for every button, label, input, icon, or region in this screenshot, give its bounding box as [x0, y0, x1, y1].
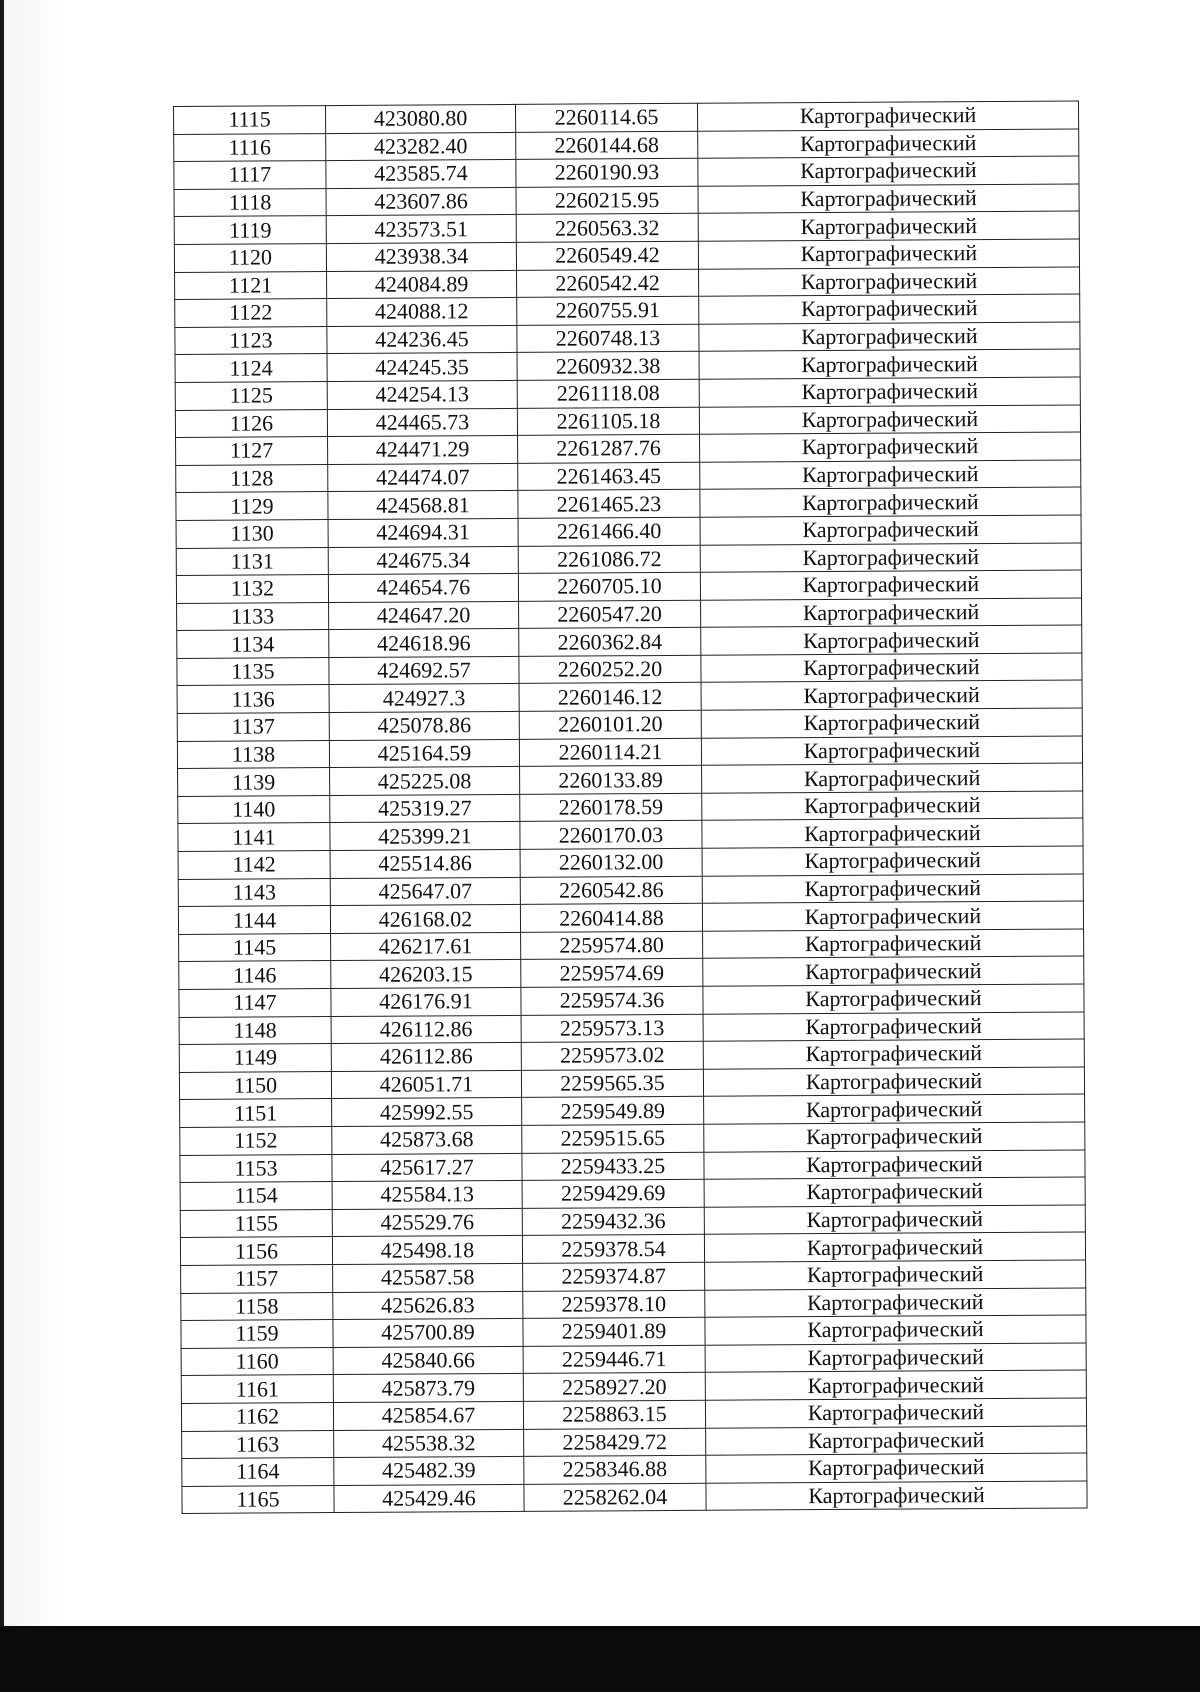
- point-number-cell: 1147: [179, 989, 331, 1018]
- method-cell: Картографический: [697, 101, 1078, 131]
- method-cell: Картографический: [700, 515, 1081, 545]
- x-coordinate-cell: 424471.29: [328, 436, 518, 465]
- scan-left-margin: [4, 0, 58, 1626]
- method-cell: Картографический: [704, 1094, 1085, 1124]
- x-coordinate-cell: 424694.31: [328, 518, 518, 547]
- x-coordinate-cell: 423938.34: [326, 242, 516, 271]
- point-number-cell: 1157: [181, 1264, 333, 1293]
- point-number-cell: 1148: [179, 1016, 331, 1045]
- point-number-cell: 1133: [177, 602, 329, 631]
- point-number-cell: 1121: [175, 271, 327, 300]
- x-coordinate-cell: 425626.83: [333, 1291, 523, 1320]
- y-coordinate-cell: 2259549.89: [522, 1097, 704, 1126]
- y-coordinate-cell: 2259432.36: [522, 1207, 704, 1236]
- y-coordinate-cell: 2260563.32: [516, 214, 698, 243]
- x-coordinate-cell: 425992.55: [332, 1098, 522, 1127]
- point-number-cell: 1122: [175, 299, 327, 328]
- y-coordinate-cell: 2260542.42: [517, 269, 699, 298]
- y-coordinate-cell: 2258262.04: [524, 1483, 706, 1512]
- y-coordinate-cell: 2259573.13: [521, 1014, 703, 1043]
- method-cell: Картографический: [699, 377, 1080, 407]
- method-cell: Картографический: [699, 349, 1080, 379]
- method-cell: Картографический: [698, 184, 1079, 214]
- point-number-cell: 1130: [176, 519, 328, 548]
- x-coordinate-cell: 424084.89: [327, 270, 517, 299]
- y-coordinate-cell: 2260146.12: [519, 683, 701, 712]
- x-coordinate-cell: 425584.13: [332, 1181, 522, 1210]
- point-number-cell: 1127: [176, 437, 328, 466]
- method-cell: Картографический: [702, 763, 1083, 793]
- x-coordinate-cell: 426217.61: [331, 932, 521, 961]
- point-number-cell: 1144: [178, 906, 330, 935]
- point-number-cell: 1115: [174, 106, 326, 135]
- point-number-cell: 1128: [176, 464, 328, 493]
- x-coordinate-cell: 423080.80: [326, 104, 516, 133]
- point-number-cell: 1123: [175, 326, 327, 355]
- x-coordinate-cell: 425873.79: [333, 1374, 523, 1403]
- method-cell: Картографический: [704, 1177, 1085, 1207]
- method-cell: Картографический: [703, 1012, 1084, 1042]
- x-coordinate-cell: 425225.08: [330, 767, 520, 796]
- method-cell: Картографический: [702, 818, 1083, 848]
- method-cell: Картографический: [703, 929, 1084, 959]
- y-coordinate-cell: 2259374.87: [523, 1262, 705, 1291]
- point-number-cell: 1153: [180, 1154, 332, 1183]
- x-coordinate-cell: 424647.20: [329, 601, 519, 630]
- point-number-cell: 1156: [180, 1237, 332, 1266]
- point-number-cell: 1154: [180, 1182, 332, 1211]
- point-number-cell: 1125: [175, 382, 327, 411]
- y-coordinate-cell: 2260101.20: [519, 710, 701, 739]
- y-coordinate-cell: 2259565.35: [521, 1069, 703, 1098]
- y-coordinate-cell: 2260178.59: [520, 793, 702, 822]
- point-number-cell: 1118: [174, 188, 326, 217]
- point-number-cell: 1149: [179, 1044, 331, 1073]
- x-coordinate-cell: 425873.68: [332, 1125, 522, 1154]
- point-number-cell: 1140: [178, 795, 330, 824]
- y-coordinate-cell: 2260362.84: [519, 628, 701, 657]
- method-cell: Картографический: [705, 1315, 1086, 1345]
- point-number-cell: 1124: [175, 354, 327, 383]
- x-coordinate-cell: 423607.86: [326, 187, 516, 216]
- method-cell: Картографический: [705, 1398, 1086, 1428]
- x-coordinate-cell: 425164.59: [329, 739, 519, 768]
- point-number-cell: 1134: [177, 630, 329, 659]
- y-coordinate-cell: 2260932.38: [517, 352, 699, 381]
- x-coordinate-cell: 424245.35: [327, 353, 517, 382]
- x-coordinate-cell: 425078.86: [329, 711, 519, 740]
- point-number-cell: 1139: [178, 768, 330, 797]
- x-coordinate-cell: 425429.46: [334, 1484, 524, 1513]
- y-coordinate-cell: 2260114.65: [515, 103, 697, 132]
- point-number-cell: 1161: [181, 1375, 333, 1404]
- y-coordinate-cell: 2260705.10: [518, 572, 700, 601]
- x-coordinate-cell: 424088.12: [327, 298, 517, 327]
- y-coordinate-cell: 2260133.89: [520, 766, 702, 795]
- point-number-cell: 1119: [174, 216, 326, 245]
- x-coordinate-cell: 425587.58: [333, 1263, 523, 1292]
- y-coordinate-cell: 2258429.72: [524, 1428, 706, 1457]
- method-cell: Картографический: [700, 432, 1081, 462]
- y-coordinate-cell: 2260114.21: [519, 738, 701, 767]
- method-cell: Картографический: [701, 625, 1082, 655]
- method-cell: Картографический: [704, 1232, 1085, 1262]
- method-cell: Картографический: [704, 1205, 1085, 1235]
- y-coordinate-cell: 2259433.25: [522, 1152, 704, 1181]
- table-row: [182, 1481, 1087, 1514]
- y-coordinate-cell: 2260132.00: [520, 848, 702, 877]
- method-cell: Картографический: [701, 708, 1082, 738]
- y-coordinate-cell: 2261105.18: [517, 407, 699, 436]
- point-number-cell: 1164: [182, 1458, 334, 1487]
- method-cell: Картографический: [704, 1122, 1085, 1152]
- x-coordinate-cell: 425498.18: [332, 1236, 522, 1265]
- method-cell: Картографический: [702, 846, 1083, 876]
- method-cell: Картографический: [701, 598, 1082, 628]
- x-coordinate-cell: 426112.86: [331, 1015, 521, 1044]
- y-coordinate-cell: 2258346.88: [524, 1455, 706, 1484]
- document-page: [173, 102, 1079, 1514]
- method-cell: Картографический: [703, 956, 1084, 986]
- method-cell: Картографический: [698, 156, 1079, 186]
- method-cell: Картографический: [704, 1150, 1085, 1180]
- point-number-cell: 1142: [178, 851, 330, 880]
- x-coordinate-cell: 426203.15: [331, 960, 521, 989]
- x-coordinate-cell: 424474.07: [328, 463, 518, 492]
- point-number-cell: 1129: [176, 492, 328, 521]
- point-number-cell: 1163: [182, 1430, 334, 1459]
- point-number-cell: 1131: [176, 547, 328, 576]
- x-coordinate-cell: 423573.51: [326, 215, 516, 244]
- x-coordinate-cell: 425538.32: [334, 1429, 524, 1458]
- y-coordinate-cell: 2259429.69: [522, 1179, 704, 1208]
- x-coordinate-cell: 424675.34: [328, 546, 518, 575]
- method-cell: Картографический: [703, 1067, 1084, 1097]
- method-cell: Картографический: [701, 653, 1082, 683]
- x-coordinate-cell: 425854.67: [333, 1401, 523, 1430]
- y-coordinate-cell: 2261465.23: [518, 490, 700, 519]
- point-number-cell: 1137: [177, 713, 329, 742]
- x-coordinate-cell: 424618.96: [329, 629, 519, 658]
- method-cell: Картографический: [703, 984, 1084, 1014]
- method-cell: Картографический: [706, 1481, 1087, 1511]
- x-coordinate-cell: 425482.39: [334, 1456, 524, 1485]
- method-cell: Картографический: [702, 901, 1083, 931]
- x-coordinate-cell: 425840.66: [333, 1346, 523, 1375]
- method-cell: Картографический: [705, 1370, 1086, 1400]
- method-cell: Картографический: [698, 239, 1079, 269]
- x-coordinate-cell: 424465.73: [327, 408, 517, 437]
- y-coordinate-cell: 2259378.54: [522, 1235, 704, 1264]
- point-number-cell: 1135: [177, 657, 329, 686]
- x-coordinate-cell: 425617.27: [332, 1153, 522, 1182]
- x-coordinate-cell: 424927.3: [329, 684, 519, 713]
- method-cell: Картографический: [701, 736, 1082, 766]
- point-number-cell: 1143: [178, 878, 330, 907]
- point-number-cell: 1120: [174, 244, 326, 273]
- y-coordinate-cell: 2260542.86: [520, 876, 702, 905]
- method-cell: Картографический: [699, 267, 1080, 297]
- point-number-cell: 1150: [179, 1071, 331, 1100]
- point-number-cell: 1151: [180, 1099, 332, 1128]
- point-number-cell: 1136: [177, 685, 329, 714]
- y-coordinate-cell: 2259401.89: [523, 1317, 705, 1346]
- x-coordinate-cell: 425700.89: [333, 1319, 523, 1348]
- y-coordinate-cell: 2260190.93: [516, 158, 698, 187]
- x-coordinate-cell: 424236.45: [327, 325, 517, 354]
- y-coordinate-cell: 2261086.72: [518, 545, 700, 574]
- coordinates-table-body: [174, 101, 1088, 1514]
- y-coordinate-cell: 2260549.42: [516, 241, 698, 270]
- x-coordinate-cell: 426051.71: [331, 1070, 521, 1099]
- method-cell: Картографический: [699, 322, 1080, 352]
- y-coordinate-cell: 2261287.76: [518, 434, 700, 463]
- x-coordinate-cell: 425529.76: [332, 1208, 522, 1237]
- x-coordinate-cell: 425319.27: [330, 794, 520, 823]
- method-cell: Картографический: [705, 1260, 1086, 1290]
- method-cell: Картографический: [700, 542, 1081, 572]
- y-coordinate-cell: 2260414.88: [520, 903, 702, 932]
- method-cell: Картографический: [705, 1343, 1086, 1373]
- x-coordinate-cell: 425514.86: [330, 849, 520, 878]
- point-number-cell: 1152: [180, 1127, 332, 1156]
- method-cell: Картографический: [705, 1287, 1086, 1317]
- x-coordinate-cell: 426112.86: [331, 1043, 521, 1072]
- x-coordinate-cell: 424568.81: [328, 491, 518, 520]
- method-cell: Картографический: [698, 129, 1079, 159]
- method-cell: Картографический: [706, 1425, 1087, 1455]
- point-number-cell: 1159: [181, 1320, 333, 1349]
- method-cell: Картографический: [700, 487, 1081, 517]
- y-coordinate-cell: 2261466.40: [518, 517, 700, 546]
- method-cell: Картографический: [702, 791, 1083, 821]
- point-number-cell: 1160: [181, 1347, 333, 1376]
- scan-bottom-band: [0, 1626, 1200, 1692]
- y-coordinate-cell: 2258863.15: [523, 1400, 705, 1429]
- point-number-cell: 1165: [182, 1485, 334, 1514]
- x-coordinate-cell: 425399.21: [330, 822, 520, 851]
- y-coordinate-cell: 2259515.65: [522, 1124, 704, 1153]
- x-coordinate-cell: 424654.76: [328, 573, 518, 602]
- y-coordinate-cell: 2258927.20: [523, 1373, 705, 1402]
- point-number-cell: 1162: [181, 1402, 333, 1431]
- point-number-cell: 1138: [177, 740, 329, 769]
- x-coordinate-cell: 426176.91: [331, 987, 521, 1016]
- point-number-cell: 1116: [174, 133, 326, 162]
- x-coordinate-cell: 425647.07: [330, 877, 520, 906]
- y-coordinate-cell: 2261463.45: [518, 462, 700, 491]
- y-coordinate-cell: 2259573.02: [521, 1041, 703, 1070]
- y-coordinate-cell: 2260144.68: [516, 131, 698, 160]
- x-coordinate-cell: 424692.57: [329, 656, 519, 685]
- x-coordinate-cell: 426168.02: [330, 905, 520, 934]
- y-coordinate-cell: 2259378.10: [523, 1290, 705, 1319]
- y-coordinate-cell: 2260755.91: [517, 296, 699, 325]
- y-coordinate-cell: 2260170.03: [520, 821, 702, 850]
- point-number-cell: 1155: [180, 1209, 332, 1238]
- method-cell: Картографический: [701, 680, 1082, 710]
- method-cell: Картографический: [700, 570, 1081, 600]
- point-number-cell: 1126: [175, 409, 327, 438]
- method-cell: Картографический: [706, 1453, 1087, 1483]
- y-coordinate-cell: 2261118.08: [517, 379, 699, 408]
- method-cell: Картографический: [699, 294, 1080, 324]
- method-cell: Картографический: [702, 874, 1083, 904]
- y-coordinate-cell: 2260252.20: [519, 655, 701, 684]
- coordinates-table: [173, 100, 1088, 1514]
- x-coordinate-cell: 423282.40: [326, 132, 516, 161]
- y-coordinate-cell: 2259574.69: [521, 959, 703, 988]
- point-number-cell: 1146: [179, 961, 331, 990]
- x-coordinate-cell: 423585.74: [326, 160, 516, 189]
- point-number-cell: 1145: [179, 933, 331, 962]
- y-coordinate-cell: 2259574.80: [521, 931, 703, 960]
- method-cell: Картографический: [698, 211, 1079, 241]
- y-coordinate-cell: 2260748.13: [517, 324, 699, 353]
- point-number-cell: 1117: [174, 161, 326, 190]
- y-coordinate-cell: 2259574.36: [521, 986, 703, 1015]
- method-cell: Картографический: [700, 460, 1081, 490]
- point-number-cell: 1158: [181, 1292, 333, 1321]
- method-cell: Картографический: [699, 404, 1080, 434]
- x-coordinate-cell: 424254.13: [327, 380, 517, 409]
- y-coordinate-cell: 2259446.71: [523, 1345, 705, 1374]
- point-number-cell: 1141: [178, 823, 330, 852]
- point-number-cell: 1132: [176, 575, 328, 604]
- method-cell: Картографический: [703, 1039, 1084, 1069]
- y-coordinate-cell: 2260547.20: [519, 600, 701, 629]
- y-coordinate-cell: 2260215.95: [516, 186, 698, 215]
